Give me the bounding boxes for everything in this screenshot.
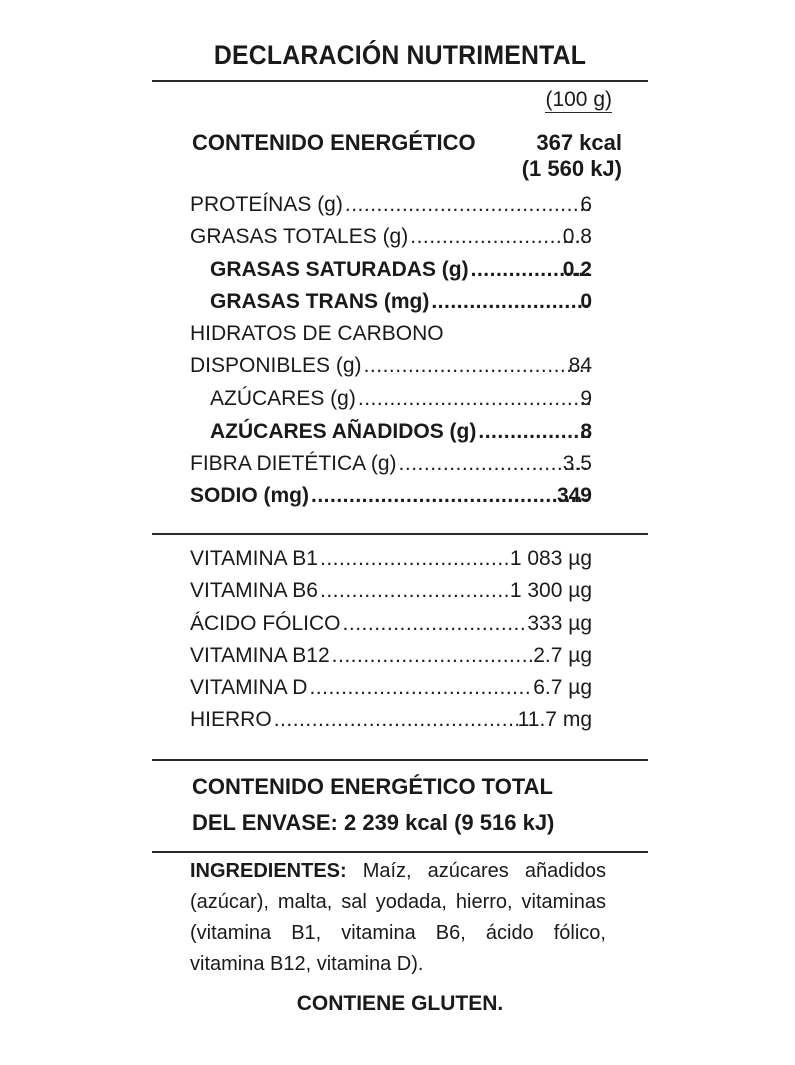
dot-leader bbox=[358, 387, 590, 411]
energy-kcal: 367 kcal bbox=[536, 130, 622, 155]
vitamin-name: ÁCIDO FÓLICO bbox=[190, 612, 341, 635]
nutrient-row bbox=[210, 387, 592, 417]
vitamin-value: 333 µg bbox=[527, 612, 592, 635]
vitamin-value: 1 300 µg bbox=[509, 579, 592, 602]
dot-leader bbox=[320, 579, 510, 603]
vitamin-row bbox=[190, 676, 592, 706]
dot-leader bbox=[364, 354, 590, 378]
nutrient-row bbox=[190, 484, 592, 514]
label-title: DECLARACIÓN NUTRIMENTAL bbox=[213, 40, 587, 70]
nutrient-value: 8 bbox=[580, 420, 592, 443]
nutrient-name: GRASAS TRANS (mg) bbox=[210, 290, 430, 313]
vitamin-name: VITAMINA D bbox=[190, 676, 308, 699]
divider bbox=[152, 80, 648, 82]
dot-leader bbox=[309, 676, 533, 700]
nutrient-row bbox=[190, 354, 592, 384]
nutrient-name: AZÚCARES (g) bbox=[210, 387, 356, 410]
dot-leader bbox=[274, 708, 518, 732]
dot-leader bbox=[332, 644, 534, 668]
nutrient-name: AZÚCARES AÑADIDOS (g) bbox=[210, 420, 477, 443]
dot-leader bbox=[431, 290, 590, 314]
nutrient-name: GRASAS SATURADAS (g) bbox=[210, 258, 469, 281]
nutrient-name: DISPONIBLES (g) bbox=[190, 354, 362, 377]
nutrient-row bbox=[210, 258, 592, 288]
ingredients-text: Maíz, azúcares añadidos (azúcar), malta, sal yodada, hierro, vitaminas (vitamina B1, vitamina B6, ácido fólico, vitamina B12, vitamina D). bbox=[190, 860, 606, 975]
vitamin-row bbox=[190, 579, 592, 609]
nutrition-label bbox=[152, 0, 648, 1065]
gluten-warning: CONTIENE GLUTEN. bbox=[296, 992, 504, 1015]
dot-leader bbox=[345, 193, 590, 217]
ingredients bbox=[190, 856, 606, 980]
dot-leader bbox=[478, 420, 590, 444]
vitamin-name: VITAMINA B1 bbox=[190, 547, 318, 570]
nutrient-value: 6 bbox=[580, 193, 592, 216]
nutrient-row bbox=[210, 420, 592, 450]
vitamin-row bbox=[190, 547, 592, 577]
nutrient-value: 0 bbox=[580, 290, 592, 313]
nutrient-value: 349 bbox=[556, 484, 592, 507]
divider bbox=[152, 533, 648, 535]
divider bbox=[152, 759, 648, 761]
vitamin-name: HIERRO bbox=[190, 708, 272, 731]
nutrient-name: HIDRATOS DE CARBONO bbox=[190, 322, 444, 345]
nutrient-name: SODIO (mg) bbox=[190, 484, 309, 507]
nutrient-value: 84 bbox=[568, 354, 592, 377]
nutrient-value: 0.2 bbox=[562, 258, 592, 281]
nutrient-name: PROTEÍNAS (g) bbox=[190, 193, 343, 216]
nutrient-value: 0.8 bbox=[562, 225, 592, 248]
energy-label: CONTENIDO ENERGÉTICO bbox=[192, 130, 476, 155]
serving-size: (100 g) bbox=[545, 88, 612, 111]
dot-leader bbox=[320, 547, 510, 571]
dot-leader bbox=[311, 484, 590, 508]
nutrient-name: GRASAS TOTALES (g) bbox=[190, 225, 409, 248]
vitamin-row bbox=[190, 644, 592, 674]
energy-value bbox=[522, 130, 622, 182]
vitamin-value: 1 083 µg bbox=[509, 547, 592, 570]
energy-kj: (1 560 kJ) bbox=[521, 156, 622, 181]
dot-leader bbox=[343, 612, 528, 636]
nutrient-row bbox=[190, 193, 592, 223]
vitamin-row bbox=[190, 612, 592, 642]
vitamin-row bbox=[190, 708, 592, 738]
vitamin-value: 11.7 mg bbox=[517, 708, 592, 731]
nutrient-name: FIBRA DIETÉTICA (g) bbox=[190, 452, 397, 475]
ingredients-label: INGREDIENTES: bbox=[190, 860, 347, 882]
divider bbox=[152, 851, 648, 853]
vitamin-value: 6.7 µg bbox=[533, 676, 592, 699]
total-energy-line1: CONTENIDO ENERGÉTICO TOTAL bbox=[192, 774, 553, 799]
nutrient-row bbox=[210, 290, 592, 320]
nutrient-value: 3.5 bbox=[562, 452, 592, 475]
nutrient-value: 9 bbox=[580, 387, 592, 410]
nutrient-row bbox=[190, 452, 592, 482]
nutrient-row bbox=[190, 322, 592, 352]
vitamin-name: VITAMINA B12 bbox=[190, 644, 330, 667]
dot-leader bbox=[399, 452, 590, 476]
total-energy-line2: DEL ENVASE: 2 239 kcal (9 516 kJ) bbox=[192, 810, 555, 835]
vitamin-value: 2.7 µg bbox=[533, 644, 592, 667]
vitamin-name: VITAMINA B6 bbox=[190, 579, 318, 602]
nutrient-row bbox=[190, 225, 592, 255]
